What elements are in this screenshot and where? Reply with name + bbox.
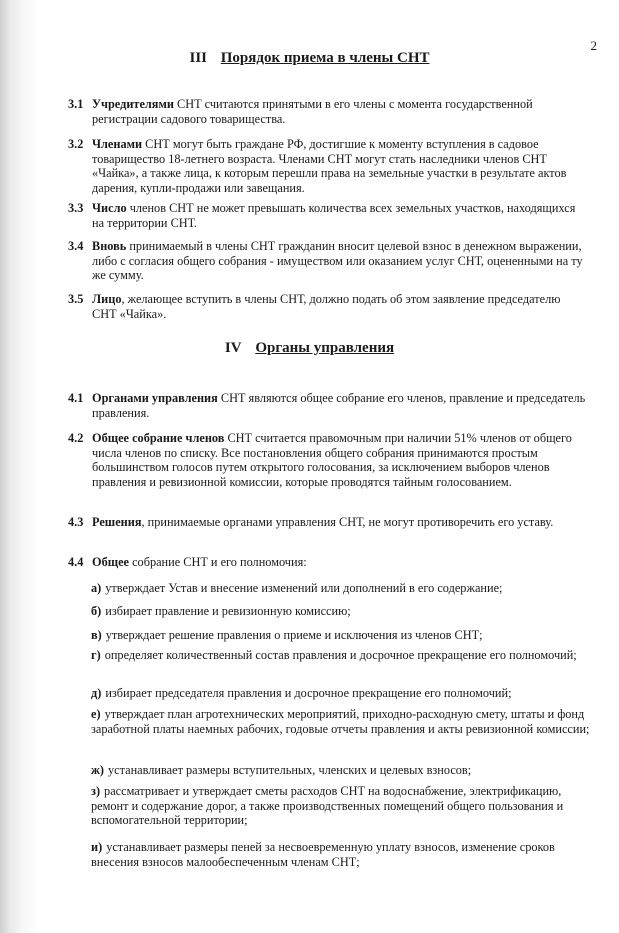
clause-text: СНТ считается правомочным при наличии 51% членов от общего числа членов по списку. Все постановления общего собрания принимаются простым большинством голосов путем открытого голосования, за исключением выборов членов правления и ревизионной комиссии, которые проводятся тайным голосованием.: [92, 431, 572, 489]
section-3-roman: III: [189, 50, 207, 66]
clause-text: членов СНТ не может превышать количества всех земельных участков, находящихся на территории СНТ.: [92, 201, 576, 230]
section-4-heading: [0, 340, 619, 357]
clause-lead: Вновь: [92, 239, 127, 253]
subclause-letter: а): [91, 581, 102, 595]
clause-text: собрание СНТ и его полномочия:: [129, 555, 307, 569]
clause-lead: Число: [92, 201, 127, 215]
subclause-text: устанавливает размеры пеней за несвоевременную уплату взносов, изменение сроков внесения взносов малообеспеченным членам СНТ;: [91, 840, 555, 869]
clause-number: 4.2: [68, 431, 84, 445]
subclause-letter: ж): [91, 763, 105, 777]
clause-lead: Учредителями: [92, 97, 174, 111]
subclause-a: [91, 581, 591, 596]
clause-lead: Решения: [92, 515, 142, 529]
clause-3-4: [68, 239, 588, 283]
page-number: 2: [590, 38, 597, 53]
clause-4-2: [68, 431, 588, 489]
clause-lead: Лицо: [92, 292, 122, 306]
clause-lead: Общее: [92, 555, 130, 569]
subclause-text: рассматривает и утверждает сметы расходов СНТ на водоснабжение, электрификацию, ремонт и содержание дорог, а также производственных помещений общего пользования и вспомогательной территории;: [91, 784, 564, 828]
subclause-letter: в): [91, 628, 102, 642]
subclause-letter: г): [91, 648, 101, 662]
clause-lead: Общее собрание членов: [92, 431, 225, 445]
subclause-text: избирает правление и ревизионную комиссию;: [105, 604, 351, 618]
section-4-title: Органы управления: [255, 340, 395, 356]
subclause-text: избирает председателя правления и досрочное прекращение его полномочий;: [105, 686, 512, 700]
clause-text: СНТ считаются принятыми в его члены с момента государственной регистрации садового товарищества.: [92, 97, 533, 126]
clause-text: СНТ являются общее собрание его членов, правление и председатель правления.: [92, 391, 586, 420]
clause-3-1: [68, 97, 588, 126]
subclause-text: утверждает решение правления о приеме и исключения из членов СНТ;: [105, 628, 483, 642]
subclause-text: утверждает план агротехнических мероприятий, приходно-расходную смету, штаты и фонд заработной платы наемных рабочих, годовые отчеты правления и акты ревизионной комиссии;: [91, 707, 590, 736]
clause-text: принимаемый в члены СНТ гражданин вносит целевой взнос в денежном выражении, либо с согласия общего собрания - имуществом или оказанием услуг СНТ, оцененными на ту же сумму.: [92, 239, 583, 283]
clause-3-3: [68, 201, 588, 230]
subclause-g: [91, 648, 591, 663]
clause-number: 3.3: [68, 201, 84, 215]
subclause-zh: [91, 763, 591, 778]
subclause-b: [91, 604, 591, 619]
section-4-roman: IV: [224, 340, 242, 356]
clause-number: 3.2: [68, 137, 84, 151]
clause-4-4: [68, 555, 588, 570]
clause-lead: Членами: [92, 137, 143, 151]
subclause-e: [91, 707, 591, 736]
clause-3-5: [68, 292, 588, 321]
section-3-heading: [0, 50, 619, 67]
subclause-letter: е): [91, 707, 101, 721]
clause-4-3: [68, 515, 588, 530]
clause-number: 3.5: [68, 292, 84, 306]
clause-3-2: [68, 137, 588, 195]
subclause-d: [91, 686, 591, 701]
subclause-i: [91, 840, 591, 869]
clause-number: 3.4: [68, 239, 84, 253]
clause-number: 4.4: [68, 555, 84, 569]
subclause-letter: д): [91, 686, 102, 700]
clause-text: , желающее вступить в члены СНТ, должно подать об этом заявление председателю СНТ «Чайка».: [92, 292, 561, 321]
clause-text: , принимаемые органами управления СНТ, не могут противоречить его уставу.: [141, 515, 554, 529]
subclause-letter: з): [91, 784, 101, 798]
clause-lead: Органами управления: [92, 391, 218, 405]
clause-text: СНТ могут быть граждане РФ, достигшие к моменту вступления в садовое товарищество 18-летнего возраста. Членами СНТ могут стать наследники членов СНТ «Чайка», а также лица, к которым перешли права на земельные участки в результате актов дарения, купли-продажи или завещания.: [92, 137, 567, 195]
subclause-text: устанавливает размеры вступительных, членских и целевых взносов;: [108, 763, 472, 777]
clause-4-1: [68, 391, 588, 420]
clause-number: 4.3: [68, 515, 84, 529]
subclause-letter: б): [91, 604, 102, 618]
section-3-title: Порядок приема в члены СНТ: [220, 50, 430, 66]
subclause-letter: и): [91, 840, 103, 854]
clause-number: 3.1: [68, 97, 84, 111]
subclause-text: определяет количественный состав правления и досрочное прекращение его полномочий;: [104, 648, 577, 662]
subclause-z: [91, 784, 591, 828]
clause-number: 4.1: [68, 391, 84, 405]
subclause-text: утверждает Устав и внесение изменений или дополнений в его содержание;: [105, 581, 503, 595]
subclause-v: [91, 628, 591, 643]
